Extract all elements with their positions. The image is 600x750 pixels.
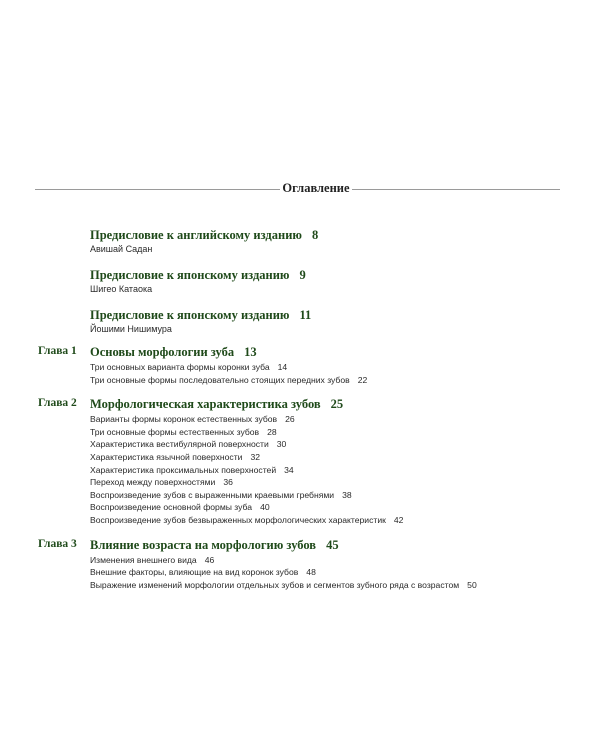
section-page: 48	[306, 567, 316, 578]
front-matter-title: Предисловие к японскому изданию	[90, 268, 290, 282]
section-entry[interactable]	[90, 501, 570, 514]
front-matter-entry	[90, 308, 550, 336]
section-page: 22	[357, 374, 368, 385]
section-page: 30	[276, 439, 287, 450]
chapter-label: Глава 1	[38, 345, 77, 357]
front-matter-title-line[interactable]	[90, 308, 550, 323]
section-page: 38	[342, 489, 352, 500]
section-title: Варианты формы коронок естественных зубов	[90, 414, 278, 425]
chapter-page: 25	[330, 397, 344, 412]
section-entry[interactable]	[90, 464, 570, 477]
chapter-1	[0, 344, 600, 386]
chapter-title: Морфологическая характеристика зубов	[90, 397, 321, 412]
front-matter-author: Шигео Катаока	[90, 284, 153, 294]
front-matter-title-line[interactable]	[90, 228, 550, 243]
front-matter-entry	[90, 268, 550, 296]
front-matter-author: Йошими Нишимура	[90, 324, 172, 334]
section-title: Три основные формы естественных зубов	[90, 426, 260, 437]
section-title: Изменения внешнего вида	[90, 554, 197, 565]
section-title: Воспроизведение зубов безвыраженных морфологических характеристик	[90, 514, 386, 525]
section-page: 34	[284, 464, 294, 475]
front-matter-page: 11	[299, 308, 312, 322]
section-title: Три основные формы последовательно стоящих передних зубов	[90, 374, 350, 385]
section-title: Воспроизведение зубов с выраженными краевыми гребнями	[90, 489, 335, 500]
section-entry[interactable]	[90, 438, 570, 451]
section-entry[interactable]	[90, 566, 570, 579]
front-matter-author: Авишай Садан	[90, 244, 153, 254]
section-entry[interactable]	[90, 426, 570, 439]
section-title: Характеристика проксимальных поверхностей	[90, 464, 277, 475]
front-matter-title-line[interactable]	[90, 268, 550, 283]
chapter-label: Глава 3	[38, 537, 77, 550]
section-entry[interactable]	[90, 579, 570, 592]
front-matter-title: Предисловие к английскому изданию	[90, 228, 302, 242]
section-title: Переход между поверхностями	[90, 477, 216, 488]
section-entry[interactable]	[90, 413, 570, 426]
section-title: Выражение изменений морфологии отдельных зубов и сегментов зубного ряда с возрастом	[90, 579, 460, 590]
table-of-contents	[0, 228, 600, 601]
section-title: Характеристика язычной поверхности	[90, 451, 243, 462]
header-rule-left	[35, 189, 280, 190]
chapter-label: Глава 2	[38, 397, 77, 410]
chapter-title: Основы морфологии зуба	[90, 345, 235, 359]
chapter-page: 13	[244, 345, 257, 359]
page-title: Оглавление	[282, 181, 350, 195]
section-page: 28	[267, 426, 277, 437]
chapter-title-line[interactable]	[90, 537, 570, 553]
section-page: 42	[393, 514, 404, 525]
section-title: Характеристика вестибулярной поверхности	[90, 439, 269, 450]
section-page: 36	[223, 477, 233, 488]
section-entry[interactable]	[90, 554, 570, 567]
section-entry[interactable]	[90, 374, 570, 387]
chapter-page: 45	[326, 537, 339, 552]
section-title: Внешние факторы, влияющие на вид коронок зубов	[90, 567, 299, 578]
chapter-title-line[interactable]	[90, 396, 570, 412]
section-page: 26	[285, 414, 295, 425]
section-title: Воспроизведение основной формы зуба	[90, 502, 253, 513]
front-matter-entry	[90, 228, 550, 256]
chapter-title: Влияние возраста на морфологию зубов	[90, 537, 317, 552]
section-entry[interactable]	[90, 361, 570, 374]
chapter-title-line[interactable]	[90, 344, 570, 360]
chapter-3	[0, 537, 600, 592]
section-title: Три основных варианта формы коронки зуба	[90, 362, 270, 372]
front-matter-page: 9	[299, 268, 306, 282]
header-rule-right	[352, 189, 560, 190]
section-page: 14	[277, 362, 288, 372]
chapter-2	[0, 396, 600, 526]
front-matter-page: 8	[311, 228, 319, 242]
section-page: 40	[260, 502, 270, 513]
section-entry[interactable]	[90, 476, 570, 489]
front-matter-title: Предисловие к японскому изданию	[90, 308, 290, 322]
section-entry[interactable]	[90, 489, 570, 502]
section-page: 32	[250, 451, 261, 462]
section-entry[interactable]	[90, 514, 570, 527]
section-page: 50	[467, 579, 477, 590]
section-page: 46	[204, 554, 215, 565]
section-entry[interactable]	[90, 451, 570, 464]
